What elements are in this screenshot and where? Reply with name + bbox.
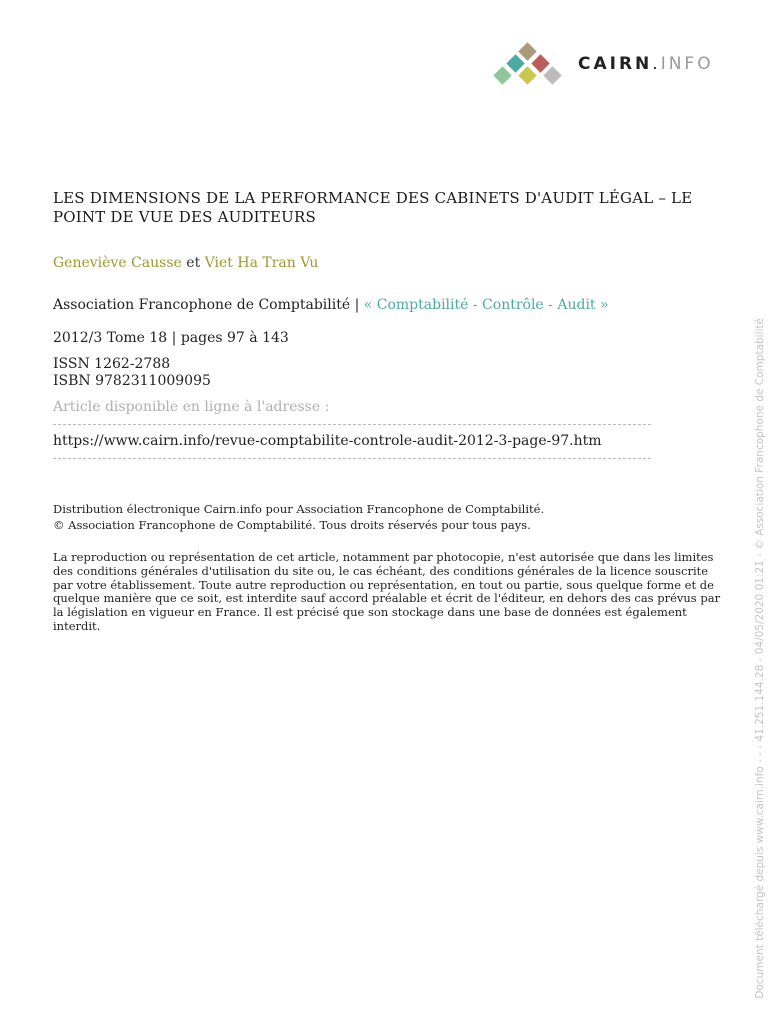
isbn: ISBN 9782311009095 bbox=[53, 373, 211, 389]
logo-diamond-green bbox=[493, 66, 511, 84]
url-top-divider bbox=[53, 424, 651, 425]
issn: ISSN 1262-2788 bbox=[53, 356, 171, 372]
publisher-name: Association Francophone de Comptabilité bbox=[53, 297, 351, 313]
logo-diamond-top bbox=[518, 42, 536, 60]
author-link-tran-vu[interactable]: Viet Ha Tran Vu bbox=[204, 255, 319, 271]
cairn-logo-mark bbox=[488, 42, 568, 90]
copyright-notice: © Association Francophone de Comptabilité. Tous droits réservés pour tous pays. bbox=[53, 518, 531, 532]
cairn-logo-wordmark bbox=[578, 54, 714, 74]
publisher-separator: | bbox=[354, 297, 360, 313]
download-watermark-text: Document téléchargé depuis www.cairn.info - - - 41.251.144.28 - 04/05/2020 01:21 - © Association Francophone de Comptabilité bbox=[754, 318, 766, 999]
author-separator: et bbox=[186, 255, 201, 271]
journal-link[interactable]: « Comptabilité - Contrôle - Audit » bbox=[363, 297, 609, 313]
distribution-notice: Distribution électronique Cairn.info pour Association Francophone de Comptabilité. bbox=[53, 502, 545, 516]
authors-line bbox=[53, 254, 318, 272]
available-online-label: Article disponible en ligne à l'adresse : bbox=[53, 399, 330, 415]
logo-tld: INFO bbox=[660, 54, 714, 74]
download-watermark bbox=[749, 318, 767, 1018]
volume-pages: 2012/3 Tome 18 | pages 97 à 143 bbox=[53, 330, 289, 346]
author-link-causse[interactable]: Geneviève Causse bbox=[53, 255, 182, 271]
cairn-logo[interactable] bbox=[488, 42, 728, 90]
logo-dot: . bbox=[652, 54, 661, 74]
logo-diamond-gray bbox=[543, 66, 561, 84]
article-url-link[interactable]: https://www.cairn.info/revue-comptabilite-controle-audit-2012-3-page-97.htm bbox=[53, 433, 602, 449]
article-title: LES DIMENSIONS DE LA PERFORMANCE DES CABINETS D'AUDIT LÉGAL – LE POINT DE VUE DES AUDITEURS bbox=[53, 189, 693, 226]
logo-brand: CAIRN bbox=[578, 54, 653, 74]
url-bottom-divider bbox=[53, 458, 651, 459]
publisher-line bbox=[53, 296, 609, 314]
reproduction-notice: La reproduction ou représentation de cet article, notamment par photocopie, n'est autorisée que dans les limites des conditions générales d'utilisation du site ou, le cas échéant, des conditions générales de la licence souscrite par votre établissement. Toute autre reproduction ou représentation, en tout ou partie, sous quelque forme et de quelque manière que ce soit, est interdite sauf accord préalable et écrit de l'éditeur, en dehors des cas prévus par la législation en vigueur en France. Il est précisé que son stockage dans une base de données est également interdit. bbox=[53, 550, 721, 633]
logo-diamond-yellow bbox=[518, 66, 536, 84]
